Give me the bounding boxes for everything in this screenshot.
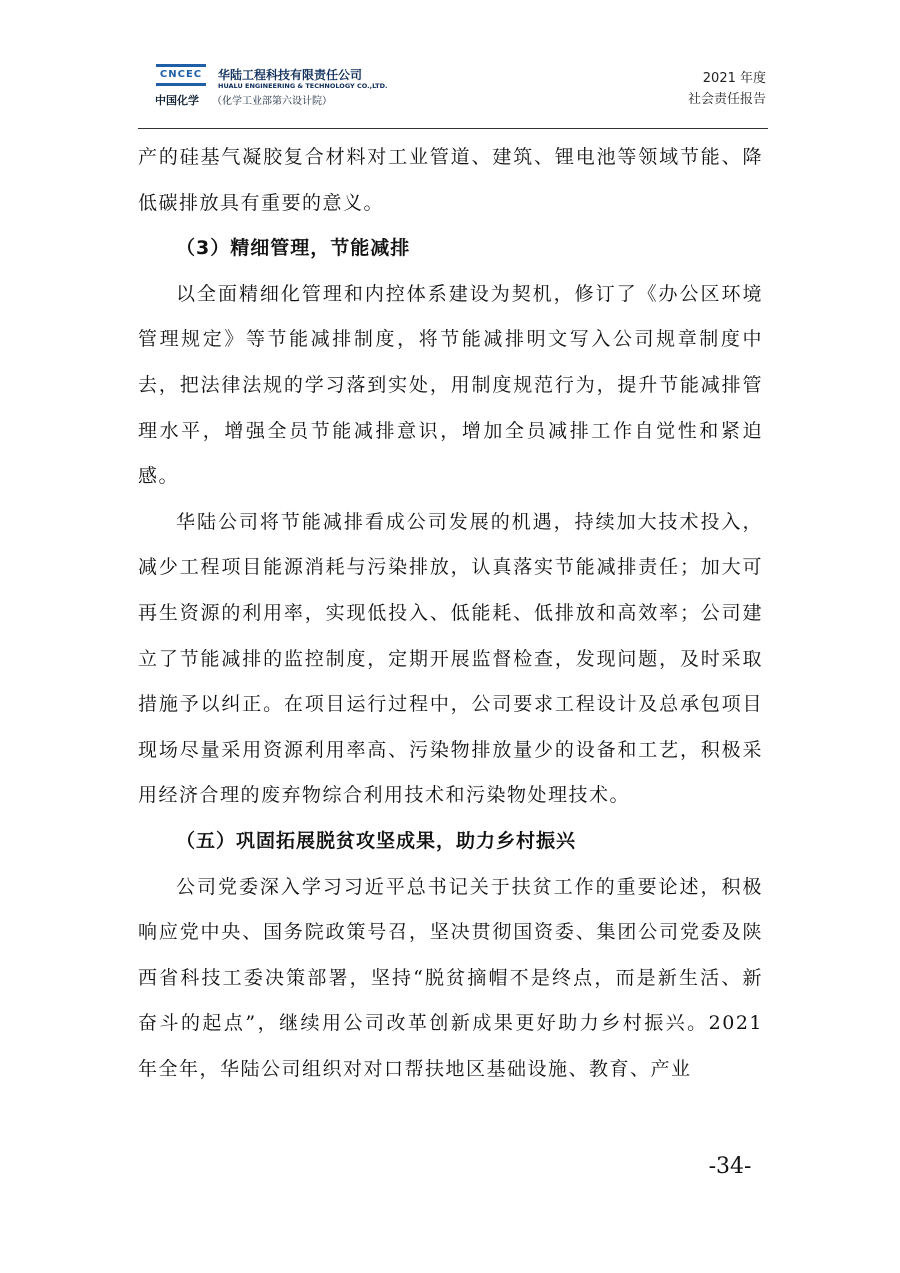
paragraph-2: 以全面精细化管理和内控体系建设为契机，修订了《办公区环境管理规定》等节能减排制度，将节能减排明文写入公司规章制度中去，把法律法规的学习落到实处，用制度规范行为，提升节能减排管理水平，增强全员节能减排意识，增加全员减排工作自觉性和紧迫感。 <box>138 282 763 488</box>
company-block <box>218 68 387 91</box>
logo-bar-bottom <box>156 83 206 86</box>
cncec-logo <box>156 64 206 86</box>
company-subtitle: （化学工业部第六设计院） <box>212 96 332 107</box>
company-name-en: HUALU ENGINEERING & TECHNOLOGY CO.,LTD. <box>218 82 388 90</box>
report-title: 社会责任报告 <box>687 92 766 107</box>
paragraph-4: 公司党委深入学习习近平总书记关于扶贫工作的重要论述，积极响应党中央、国务院政策号召，坚决贯彻国资委、集团公司党委及陕西省科技工委决策部署，坚持“脱贫摘帽不是终点，而是新生活、新奋斗的起点”，继续用公司改革创新成果更好助力乡村振兴。2021 年全年，华陆公司组织对对口帮扶地区基础设施、教育、产业 <box>138 875 763 1080</box>
paragraph-3: 华陆公司将节能减排看成公司发展的机遇，持续加大技术投入，减少工程项目能源消耗与污染排放，认真落实节能减排责任；加大可再生资源的利用率，实现低投入、低能耗、低排放和高效率；公司建立了节能减排的监控制度，定期开展监督检查，发现问题，及时采取措施予以纠正。在项目运行过程中，公司要求工程设计及总承包项目现场尽量采用资源利用率高、污染物排放量少的设备和工艺，积极采用经济合理的废弃物综合利用技术和污染物处理技术。 <box>138 510 763 807</box>
page-number: -34- <box>708 1154 752 1179</box>
section-heading-3: （3）精细管理，节能减排 <box>176 237 411 260</box>
logo-chinese-name: 中国化学 <box>155 94 199 107</box>
report-label <box>688 68 766 110</box>
document-body <box>138 135 763 1092</box>
company-name-cn: 华陆工程科技有限责任公司 <box>218 68 363 82</box>
paragraph-1: 产的硅基气凝胶复合材料对工业管道、建筑、锂电池等领域节能、降低碳排放具有重要的意义。 <box>138 146 763 214</box>
page-header <box>138 58 768 128</box>
section-heading-5: （五）巩固拓展脱贫攻坚成果，助力乡村振兴 <box>176 829 577 852</box>
report-year: 2021 年度 <box>702 71 766 86</box>
logo-bar-top <box>156 64 206 67</box>
logo-text: CNCEC <box>159 69 203 80</box>
header-divider <box>138 128 768 129</box>
